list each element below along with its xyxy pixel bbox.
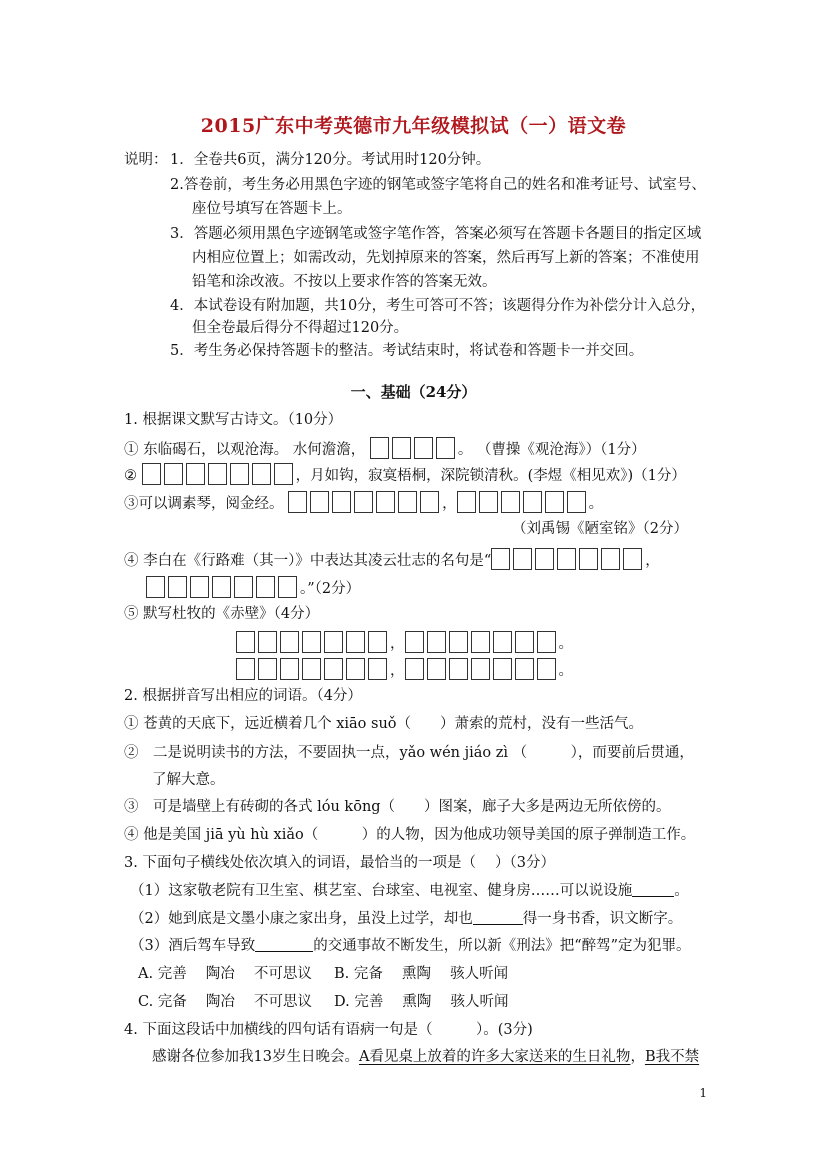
comma: ，	[390, 636, 405, 652]
question-3-sentence-2	[130, 909, 682, 929]
answer-boxes[interactable]	[142, 463, 296, 486]
period: 。	[558, 636, 573, 652]
poem-line-2	[236, 658, 573, 681]
fill-blank[interactable]	[255, 937, 313, 952]
answer-boxes[interactable]	[236, 631, 390, 654]
question-1-line-2	[124, 463, 686, 486]
q1-line-4-text: ④ 李白在《行路难（其一）》中表达其凌云壮志的名句是“	[124, 553, 492, 569]
answer-boxes[interactable]	[288, 491, 442, 514]
question-2-stem: 2. 根据拼音写出相应的词语。（4分）	[124, 688, 362, 704]
comma: ，	[442, 496, 457, 512]
question-1-line-1	[124, 437, 646, 460]
question-1-stem: 1. 根据课文默写古诗文。（10分）	[124, 412, 343, 428]
period: 。	[558, 663, 573, 679]
sentence-end: 的交通事故不断发生，所以新《刑法》把“醉驾”定为犯罪。	[313, 938, 691, 954]
option-a[interactable]: A. 完善 陶冶 不可思议	[138, 966, 312, 982]
option-d[interactable]: D. 完善 熏陶 骇人听闻	[334, 994, 509, 1010]
comma: ，	[645, 553, 660, 569]
period: 。	[588, 496, 604, 512]
question-2-d: ④ 他是美国 jiā yù hù xiǎo（ ）的人物，因为他成功领导美国的原子弹制造工作。	[124, 827, 696, 843]
answer-boxes[interactable]	[236, 658, 390, 681]
page-number: 1	[699, 1086, 707, 1100]
question-3-stem: 3. 下面句子横线处依次填入的词语，最恰当的一项是（ ）（3分）	[124, 855, 556, 871]
answer-boxes[interactable]	[370, 437, 458, 460]
section-heading: 一、基础（24分）	[350, 383, 477, 401]
page-title: 2015广东中考英德市九年级模拟试（一）语文卷	[200, 115, 627, 137]
question-2-c: ③ 可是墙壁上有砖砌的各式 lóu kōng（ ）图案，廊子大多是两边无所依傍的。	[124, 799, 671, 815]
instruction-item: 3．答题必须用黑色字迹钢笔或签字笔作答，答案必须写在答题卡各题目的指定区域	[170, 226, 702, 242]
question-1-line-3	[124, 491, 603, 514]
instructions-label: 说明：	[124, 152, 168, 168]
q1-line-3-text: ③可以调素琴，阅金经。	[124, 496, 284, 512]
question-2-a: ① 苍黄的天底下，远近横着几个 xiāo suǒ（ ）萧索的荒村，没有一些活气。	[124, 716, 644, 732]
q1-line-1-text: ① 东临碣石，以观沧海。 水何澹澹，	[124, 442, 366, 458]
option-c[interactable]: C. 完备 陶冶 不可思议	[138, 994, 313, 1010]
question-2-b-cont: 了解大意。	[152, 772, 225, 788]
question-1-line-3-source: （刘禹锡《陋室铭》（2分）	[512, 521, 688, 537]
instruction-item: 4．本试卷设有附加题，共10分，考生可答可不答；该题得分作为补偿分计入总分，	[170, 298, 706, 314]
answer-boxes[interactable]	[405, 631, 559, 654]
underlined-sentence-b: B我不禁	[644, 1049, 700, 1065]
q1-line-2-marker: ②	[124, 468, 137, 484]
fill-blank[interactable]	[473, 910, 523, 925]
sentence-end: 。	[674, 883, 689, 899]
q1-line-4-end: 。”（2分）	[300, 581, 361, 597]
question-4-stem: 4. 下面这段话中加横线的四句话有语病一句是（ ）。(3分)	[124, 1022, 533, 1038]
instruction-item: 但全卷最后得分不得超过120分。	[192, 320, 409, 336]
question-1-line-4	[124, 548, 660, 571]
question-3-sentence-3	[130, 936, 691, 956]
instruction-item: 1．全卷共6页，满分120分。考试用时120分钟。	[170, 152, 491, 168]
answer-boxes[interactable]	[491, 548, 645, 571]
instruction-item: 2.答卷前，考生务必用黑色字迹的钢笔或签字笔将自己的姓名和准考证号、试室号、	[170, 177, 706, 193]
instruction-item: 内相应位置上；如需改动，先划掉原来的答案，然后再写上新的答案；不准使用	[192, 250, 700, 266]
passage-text: 感谢各位参加我13岁生日晚会。	[152, 1049, 359, 1065]
option-b[interactable]: B. 完备 熏陶 骇人听闻	[334, 966, 509, 982]
instruction-item: 铅笔和涂改液。不按以上要求作答的答案无效。	[192, 274, 497, 290]
question-3-sentence-1	[130, 881, 689, 901]
passage-comma: ，	[630, 1049, 645, 1065]
question-1-line-4b	[146, 576, 360, 599]
sentence-text: （3）酒后驾车导致	[130, 938, 256, 954]
sentence-end: 得一身书香，识文断字。	[522, 911, 683, 927]
q1-line-2-text: ，月如钩，寂寞梧桐，深院锁清秋。(李煜《相见欢》)（1分）	[295, 468, 686, 484]
question-4-passage	[152, 1047, 699, 1067]
q1-line-1-source: 。 （曹操《观沧海》）（1分）	[457, 442, 646, 458]
instruction-item: 座位号填写在答题卡上。	[192, 201, 352, 217]
instruction-item: 5．考生务必保持答题卡的整洁。考试结束时，将试卷和答题卡一并交回。	[170, 343, 644, 359]
answer-boxes[interactable]	[457, 491, 589, 514]
sentence-text: （1）这家敬老院有卫生室、棋艺室、台球室、电视室、健身房……可以说设施	[130, 883, 633, 899]
question-2-b: ② 二是说明读书的方法，不要固执一点，yǎo wén jiáo zì （ ），而要前后贯通，	[124, 745, 694, 761]
answer-boxes[interactable]	[405, 658, 559, 681]
answer-boxes[interactable]	[146, 576, 300, 599]
sentence-text: （2）她到底是文墨小康之家出身，虽没上过学，却也	[130, 911, 473, 927]
fill-blank[interactable]	[632, 882, 674, 897]
underlined-sentence-a: A看见桌上放着的许多大家送来的生日礼物	[358, 1049, 631, 1065]
question-1-line-5: ⑤ 默写杜牧的《赤壁》（4分）	[124, 606, 320, 622]
comma: ，	[390, 663, 405, 679]
poem-line-1	[236, 631, 573, 654]
